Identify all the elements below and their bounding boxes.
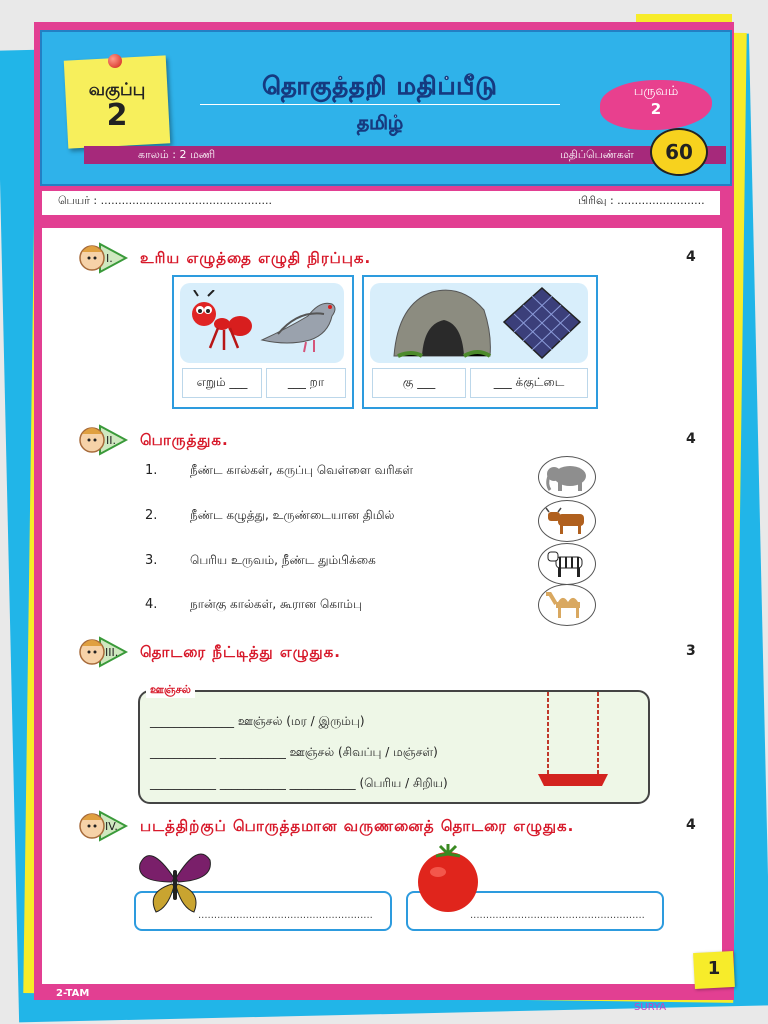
publisher-brand: SURYA (634, 1002, 667, 1013)
answer-line: ....................................................... (198, 910, 373, 921)
match-number: 3. (145, 553, 158, 568)
section-number: I. (106, 252, 113, 265)
boy-peeking-icon (78, 420, 128, 460)
match-number: 4. (145, 597, 158, 612)
ant-icon (184, 290, 254, 356)
swing-sentence-2[interactable]: ___________ ___________ ஊஞ்சல் (சிவப்பு / மஞ்சள்) (150, 745, 438, 759)
section-number: II. (106, 434, 116, 447)
match-description: பெரிய உருவம், நீண்ட தும்பிக்கை (190, 553, 376, 567)
name-field[interactable]: பெயர் : ................................................. (58, 194, 272, 207)
section-marks: 4 (686, 817, 696, 833)
boy-peeking-icon (78, 632, 128, 672)
marks-label: மதிப்பெண்கள் (560, 148, 634, 161)
tomato-icon (410, 842, 486, 914)
section-number: III. (105, 646, 119, 659)
section-marks: 4 (686, 431, 696, 447)
match-description: நீண்ட கழுத்து, உருண்டையான திமில் (190, 508, 395, 522)
section-number: IV. (105, 820, 118, 833)
worksheet-title: தொகுத்தறி மதிப்பீடு (262, 72, 498, 100)
match-number: 2. (145, 508, 158, 523)
swing-sentence-3[interactable]: ___________ ___________ ___________ (பெரிய / சிறிய) (150, 776, 448, 790)
section-marks: 4 (686, 249, 696, 265)
pigeon-icon (258, 290, 342, 358)
book-code: 2-TAM (56, 988, 90, 999)
boy-peeking-icon (78, 238, 128, 278)
title-divider (200, 104, 560, 105)
section-instruction: பொருத்துக. (140, 431, 229, 449)
section-instruction: படத்திற்குப் பொருத்தமான வருணனைத் தொடரை எழுதுக. (140, 817, 575, 835)
swing-icon (536, 690, 610, 790)
section-instruction: தொடரை நீட்டித்து எழுதுக. (140, 643, 341, 661)
match-description: நான்கு கால்கள், கூரான கொம்பு (190, 597, 362, 611)
butterfly-icon (136, 842, 214, 916)
class-number: 2 (106, 98, 128, 133)
fill-blank-pigeon[interactable]: ___ றா (266, 368, 346, 398)
time-label: காலம் : 2 மணி (138, 148, 216, 161)
match-number: 1. (145, 463, 158, 478)
total-marks-badge: 60 (650, 128, 708, 176)
pin-icon (108, 54, 122, 68)
boy-peeking-icon (78, 806, 128, 846)
elephant-icon (544, 462, 590, 492)
camel-icon (544, 588, 590, 620)
section-marks: 3 (686, 643, 696, 659)
match-description: நீண்ட கால்கள், கருப்பு வெள்ளை வரிகள் (190, 463, 414, 477)
class-label: வகுப்பு (88, 80, 146, 100)
answer-line: ....................................................... (470, 910, 645, 921)
subject-title: தமிழ் (356, 112, 404, 134)
section-field[interactable]: பிரிவு : ......................... (578, 194, 705, 207)
cow-icon (544, 506, 590, 536)
swing-sentence-1[interactable]: ______________ ஊஞ்சல் (மர / இரும்பு) (150, 714, 365, 728)
section-instruction: உரிய எழுத்தை எழுதி நிரப்புக. (140, 249, 372, 267)
basket-icon (502, 286, 582, 360)
cave-icon (392, 284, 492, 360)
fill-blank-basket[interactable]: ___ க்குட்டை (470, 368, 588, 398)
term-number: 2 (650, 100, 662, 118)
term-label: பருவம் (633, 84, 679, 99)
fill-blank-ant[interactable]: எறும் ___ (182, 368, 262, 398)
fill-blank-cave[interactable]: கு ___ (372, 368, 466, 398)
zebra-icon (544, 549, 590, 579)
page-number: 1 (707, 958, 721, 979)
swing-label: ஊஞ்சல் (146, 683, 195, 698)
